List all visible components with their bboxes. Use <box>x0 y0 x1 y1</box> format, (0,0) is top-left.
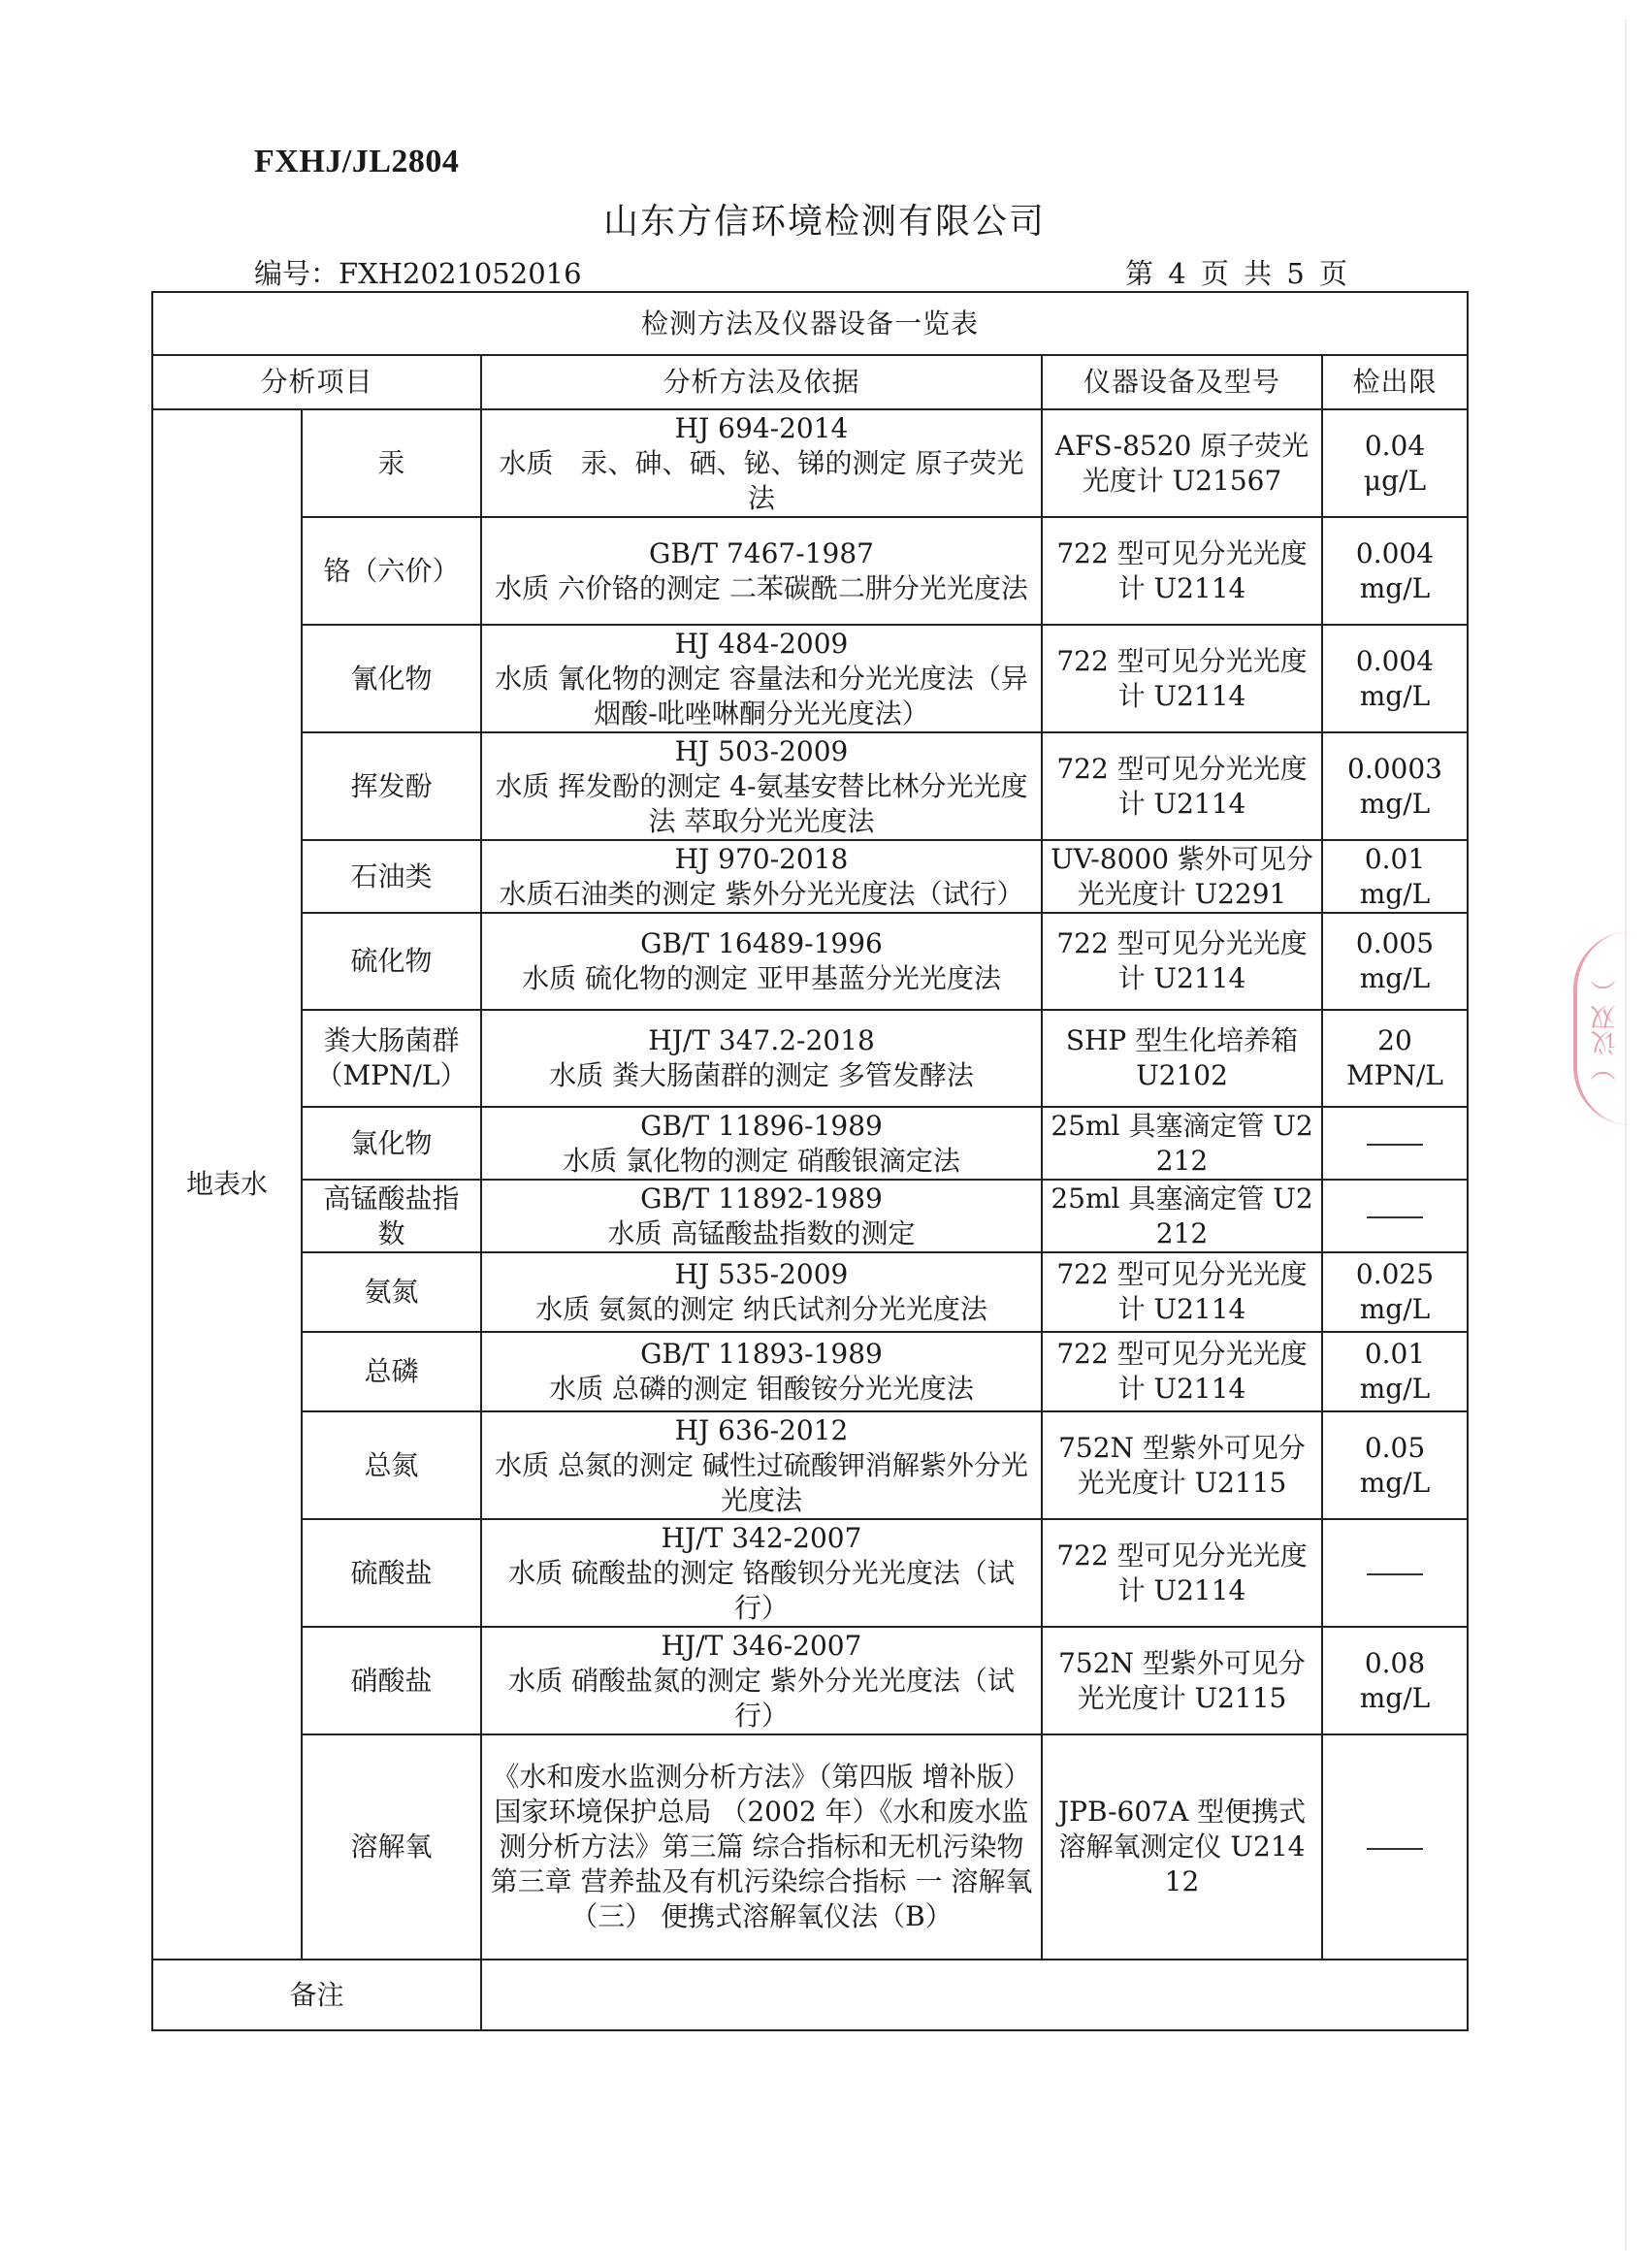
limit-cell: 0.004 mg/L <box>1322 625 1468 732</box>
method-cell: HJ/T 346-2007 水质 硝酸盐氮的测定 紫外分光光度法（试行） <box>481 1627 1042 1734</box>
instrument-cell: 722 型可见分光光度计 U2114 <box>1042 625 1322 732</box>
not-applicable-dash <box>1367 1144 1423 1146</box>
table-caption: 检测方法及仪器设备一览表 <box>152 292 1468 355</box>
table-row <box>152 409 1468 517</box>
table-row <box>152 1010 1468 1107</box>
method-cell: HJ 636-2012 水质 总氮的测定 碱性过硫酸钾消解紫外分光光度法 <box>481 1411 1042 1519</box>
method-cell: HJ/T 342-2007 水质 硫酸盐的测定 铬酸钡分光光度法（试行） <box>481 1519 1042 1627</box>
limit-cell: 0.0003 mg/L <box>1322 732 1468 840</box>
method-cell: GB/T 7467-1987 水质 六价铬的测定 二苯碳酰二肼分光光度法 <box>481 517 1042 625</box>
instrument-cell: 722 型可见分光光度计 U2114 <box>1042 1252 1322 1332</box>
methods-table <box>151 291 1469 2031</box>
item-cell: 硝酸盐 <box>302 1627 481 1734</box>
instrument-cell: 722 型可见分光光度计 U2114 <box>1042 913 1322 1010</box>
item-cell: 硫酸盐 <box>302 1519 481 1627</box>
instrument-cell: 722 型可见分光光度计 U2114 <box>1042 1332 1322 1411</box>
method-cell: GB/T 16489-1996 水质 硫化物的测定 亚甲基蓝分光光度法 <box>481 913 1042 1010</box>
method-cell: 《水和废水监测分析方法》（第四版 增补版）国家环境保护总局 （2002 年）《水和废水监测分析方法》第三篇 综合指标和无机污染物 第三章 营养盐及有机污染综合指标 一 溶解氧 （三） 便携式溶解氧仪法（B） <box>481 1734 1042 1960</box>
limit-cell: 0.005 mg/L <box>1322 913 1468 1010</box>
header-row <box>152 355 1468 409</box>
item-cell: 硫化物 <box>302 913 481 1010</box>
instrument-cell: 722 型可见分光光度计 U2114 <box>1042 732 1322 840</box>
header-limit: 检出限 <box>1322 355 1468 409</box>
limit-cell: 0.025 mg/L <box>1322 1252 1468 1332</box>
remark-row <box>152 1960 1468 2030</box>
table-row <box>152 625 1468 732</box>
limit-cell: 0.05 mg/L <box>1322 1411 1468 1519</box>
page-info: 第 4 页 共 5 页 <box>1125 257 1347 290</box>
item-cell: 总磷 <box>302 1332 481 1411</box>
item-cell: 总氮 <box>302 1411 481 1519</box>
table-row <box>152 913 1468 1010</box>
not-applicable-dash <box>1367 1216 1423 1218</box>
company-name: 山东方信环境检测有限公司 <box>602 202 1046 242</box>
instrument-cell: JPB-607A 型便携式溶解氧测定仪 U21412 <box>1042 1734 1322 1960</box>
table-row <box>152 517 1468 625</box>
limit-cell: 0.01 mg/L <box>1322 1332 1468 1411</box>
method-cell: HJ 484-2009 水质 氰化物的测定 容量法和分光光度法（异烟酸-吡唑啉酮分光光度法） <box>481 625 1042 732</box>
header-method: 分析方法及依据 <box>481 355 1042 409</box>
table-row <box>152 1627 1468 1734</box>
header-item: 分析项目 <box>152 355 481 409</box>
instrument-cell: 722 型可见分光光度计 U2114 <box>1042 1519 1322 1627</box>
limit-cell <box>1322 1734 1468 1960</box>
form-code: FXHJ/JL2804 <box>254 144 460 179</box>
limit-cell <box>1322 1180 1468 1252</box>
limit-cell: 0.04 μg/L <box>1322 409 1468 517</box>
remark-value <box>481 1960 1468 2030</box>
table-row <box>152 1252 1468 1332</box>
table-row <box>152 732 1468 840</box>
item-cell: 溶解氧 <box>302 1734 481 1960</box>
instrument-cell: 752N 型紫外可见分光光度计 U2115 <box>1042 1411 1322 1519</box>
method-cell: GB/T 11896-1989 水质 氯化物的测定 硝酸银滴定法 <box>481 1107 1042 1180</box>
instrument-cell: 25ml 具塞滴定管 U2212 <box>1042 1180 1322 1252</box>
instrument-cell: 722 型可见分光光度计 U2114 <box>1042 517 1322 625</box>
remark-label: 备注 <box>152 1960 481 2030</box>
seal-stamp-fragment: ）议双（ <box>1591 980 1620 1081</box>
limit-cell: 0.01 mg/L <box>1322 840 1468 913</box>
header-instrument: 仪器设备及型号 <box>1042 355 1322 409</box>
item-cell: 挥发酚 <box>302 732 481 840</box>
method-cell: GB/T 11893-1989 水质 总磷的测定 钼酸铵分光光度法 <box>481 1332 1042 1411</box>
method-cell: HJ/T 347.2-2018 水质 粪大肠菌群的测定 多管发酵法 <box>481 1010 1042 1107</box>
instrument-cell: 752N 型紫外可见分光光度计 U2115 <box>1042 1627 1322 1734</box>
instrument-cell: 25ml 具塞滴定管 U2212 <box>1042 1107 1322 1180</box>
method-cell: HJ 503-2009 水质 挥发酚的测定 4-氨基安替比林分光光度法 萃取分光光度法 <box>481 732 1042 840</box>
instrument-cell: SHP 型生化培养箱 U2102 <box>1042 1010 1322 1107</box>
table-row <box>152 1734 1468 1960</box>
method-cell: HJ 535-2009 水质 氨氮的测定 纳氏试剂分光光度法 <box>481 1252 1042 1332</box>
limit-cell <box>1322 1519 1468 1627</box>
not-applicable-dash <box>1367 1573 1423 1575</box>
method-cell: HJ 970-2018 水质石油类的测定 紫外分光光度法（试行） <box>481 840 1042 913</box>
table-row <box>152 840 1468 913</box>
limit-cell: 0.004 mg/L <box>1322 517 1468 625</box>
table-row <box>152 1519 1468 1627</box>
item-cell: 氰化物 <box>302 625 481 732</box>
limit-cell: 0.08 mg/L <box>1322 1627 1468 1734</box>
method-cell: HJ 694-2014 水质 汞、砷、硒、铋、锑的测定 原子荧光法 <box>481 409 1042 517</box>
item-cell: 氯化物 <box>302 1107 481 1180</box>
item-cell: 铬（六价） <box>302 517 481 625</box>
table-row <box>152 1180 1468 1252</box>
instrument-cell: UV-8000 紫外可见分光光度计 U2291 <box>1042 840 1322 913</box>
table-row <box>152 1332 1468 1411</box>
item-cell: 石油类 <box>302 840 481 913</box>
instrument-cell: AFS-8520 原子荧光光度计 U21567 <box>1042 409 1322 517</box>
serial-number: 编号：FXH2021052016 <box>254 257 582 290</box>
item-cell: 氨氮 <box>302 1252 481 1332</box>
table-row <box>152 1107 1468 1180</box>
limit-cell <box>1322 1107 1468 1180</box>
limit-cell: 20 MPN/L <box>1322 1010 1468 1107</box>
not-applicable-dash <box>1367 1848 1423 1850</box>
category-cell: 地表水 <box>152 409 302 1960</box>
item-cell: 粪大肠菌群 （MPN/L） <box>302 1010 481 1107</box>
item-cell: 汞 <box>302 409 481 517</box>
scan-edge-line <box>1625 19 1627 2251</box>
item-cell: 高锰酸盐指数 <box>302 1180 481 1252</box>
table-row <box>152 1411 1468 1519</box>
method-cell: GB/T 11892-1989 水质 高锰酸盐指数的测定 <box>481 1180 1042 1252</box>
